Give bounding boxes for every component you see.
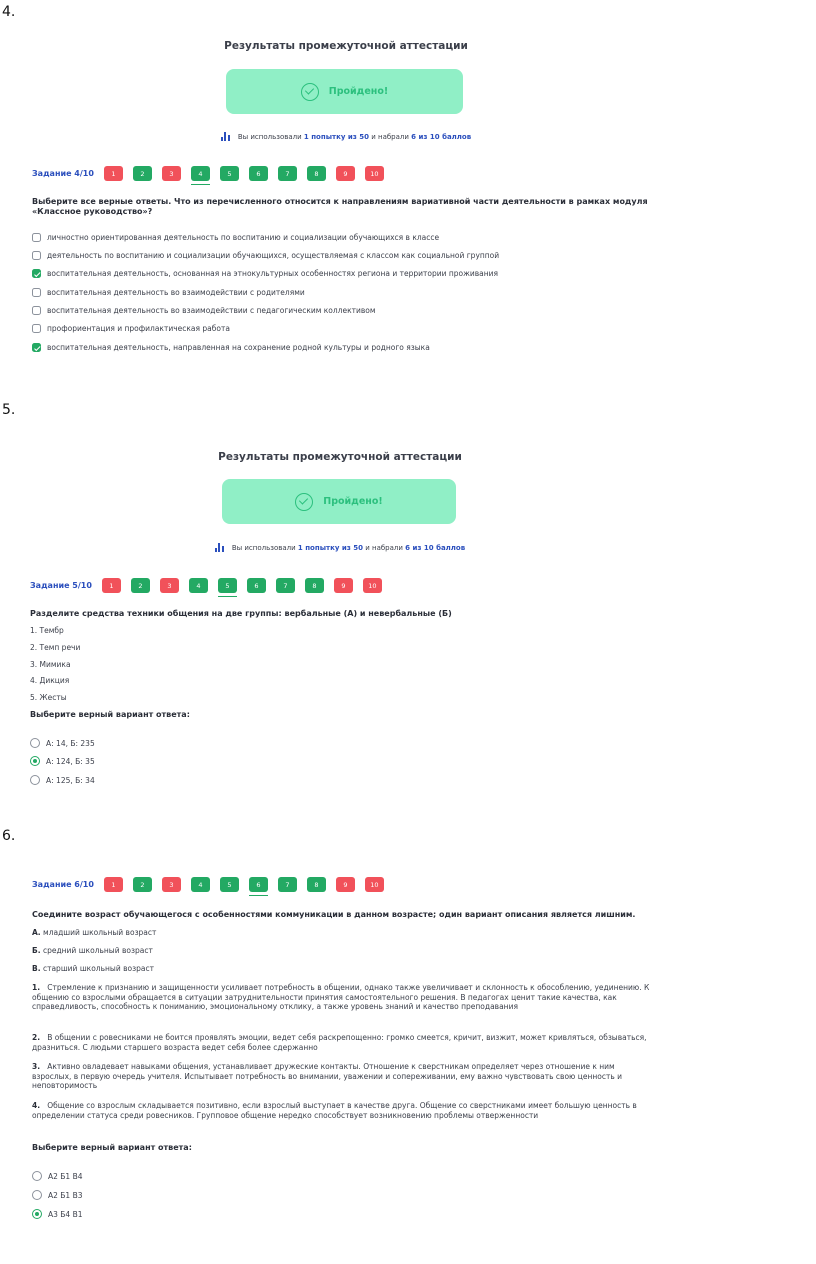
description-number: 1. [32,983,41,992]
answer-option[interactable] [30,756,95,766]
option-label: А: 125, Б: 34 [46,775,95,785]
option-label: личностно ориентированная деятельность по воспитанию и социализации обучающихся в классе [47,233,440,242]
answer-option[interactable] [32,288,305,297]
answer-option[interactable] [32,251,499,260]
passed-banner [226,69,463,114]
answer-option[interactable] [32,1209,83,1219]
answer-option[interactable] [32,306,376,315]
radio-button[interactable] [32,1171,42,1181]
radio-button[interactable] [30,738,40,748]
radio-button-selected[interactable] [32,1209,42,1219]
task-navigation [30,578,392,593]
task-nav-10[interactable]: 10 [365,166,384,181]
task-nav-5[interactable]: 5 [220,166,239,181]
age-text: младший школьный возраст [43,928,157,937]
option-label: воспитательная деятельность, основанная на этнокультурных особенностях региона и территории проживания [47,269,499,278]
task-nav-2[interactable]: 2 [133,166,152,181]
task-nav-6[interactable]: 6 [247,578,266,593]
task-nav-3[interactable]: 3 [160,578,179,593]
answer-option[interactable] [32,1171,83,1181]
page-title: Результаты промежуточной аттестации [224,40,468,52]
age-letter: Б. [32,946,41,955]
bar-chart-icon [215,543,224,552]
usage-prefix: Вы использовали [231,543,296,552]
section-number: 6. [2,828,16,844]
bar-chart-icon [221,132,230,141]
task-nav-2[interactable]: 2 [131,578,150,593]
description-number: 2. [32,1033,41,1042]
usage-summary [6,132,686,141]
section-number: 4. [2,4,16,20]
task-nav-3[interactable]: 3 [162,166,181,181]
task-navigation [32,877,394,892]
option-label: А: 14, Б: 235 [46,738,95,748]
option-label: А2 Б1 В3 [48,1190,83,1200]
checkbox[interactable] [32,251,41,260]
age-letter: В. [32,964,41,973]
age-item [32,928,156,937]
answer-option[interactable] [32,324,230,333]
checkbox[interactable] [32,324,41,333]
list-item: 3. Мимика [30,660,71,669]
age-text: старший школьный возраст [42,964,154,973]
answer-prompt: Выберите верный вариант ответа: [32,1143,192,1152]
description-text: Стремление к признанию и защищенности усиливает потребность в общении, однако также увеличивает и склонность к обособлению, уединению. К общению со взрослыми обращается в ситуации затруднительности принятия самостоятельного решения. В педагогах ценит такие качества, как справедливость, способность к пониманию, эмоциональному отклику, а также уровень знаний и качество преподавания [32,983,650,1011]
task-nav-9[interactable]: 9 [336,877,355,892]
task-nav-4[interactable]: 4 [191,877,210,892]
task-nav-9[interactable]: 9 [334,578,353,593]
usage-attempts: 1 попытку из 50 [303,132,369,141]
radio-button-selected[interactable] [30,756,40,766]
task-nav-8[interactable]: 8 [307,877,326,892]
task-nav-5[interactable]: 5 [220,877,239,892]
option-label: воспитательная деятельность, направленная на сохранение родной культуры и родного языка [47,343,430,352]
task-nav-6[interactable]: 6 [249,877,268,892]
list-item: 2. Темп речи [30,643,81,652]
option-label: А: 124, Б: 35 [46,756,95,766]
section-number: 5. [2,402,16,418]
age-text: средний школьный возраст [42,946,153,955]
checkbox[interactable] [32,233,41,242]
checkbox[interactable] [32,306,41,315]
checkbox-checked[interactable] [32,343,41,352]
question-text: Соедините возраст обучающегося с особенностями коммуникации в данном возрасте; один вариант описания является лишним. [32,910,636,919]
answer-option[interactable] [32,269,498,278]
task-nav-5[interactable]: 5 [218,578,237,593]
option-label: воспитательная деятельность во взаимодействии с родителями [47,288,305,297]
task-nav-8[interactable]: 8 [307,166,326,181]
answer-option[interactable] [32,233,439,242]
usage-score: 6 из 10 баллов [405,543,466,552]
task-nav-4[interactable]: 4 [189,578,208,593]
description-item [32,983,652,1012]
task-nav-4[interactable]: 4 [191,166,210,181]
question-text: Разделите средства техники общения на две группы: вербальные (А) и невербальные (Б) [30,609,452,618]
task-nav-2[interactable]: 2 [133,877,152,892]
task-nav-10[interactable]: 10 [363,578,382,593]
option-label: деятельность по воспитанию и социализации обучающихся, осуществляемая с классом как социальной группой [47,251,500,260]
task-nav-7[interactable]: 7 [276,578,295,593]
description-text: В общении с ровесниками не боится проявлять эмоции, ведет себя раскрепощенно: громко смеется, кричит, визжит, может кривляться, обзываться, дразниться. С людьми старшего возраста ведет себя более сдержанно [32,1033,647,1052]
description-number: 4. [32,1101,41,1110]
task-nav-1[interactable]: 1 [102,578,121,593]
usage-summary [0,543,680,552]
age-item [32,964,154,973]
task-nav-1[interactable]: 1 [104,166,123,181]
task-nav-6[interactable]: 6 [249,166,268,181]
usage-prefix: Вы использовали [237,132,302,141]
answer-option[interactable] [30,738,95,748]
task-label: Задание 5/10 [30,581,92,590]
task-nav-7[interactable]: 7 [278,877,297,892]
answer-option[interactable] [32,343,430,352]
usage-middle: и набрали [365,543,403,552]
check-circle-icon [301,83,319,101]
option-label: профориентация и профилактическая работа [47,324,230,333]
description-item [32,1101,652,1120]
description-item [32,1062,652,1091]
usage-attempts: 1 попытку из 50 [297,543,363,552]
radio-button[interactable] [32,1190,42,1200]
passed-banner [222,479,456,524]
task-label: Задание 4/10 [32,169,94,178]
checkbox[interactable] [32,288,41,297]
description-text: Общение со взрослым складывается позитивно, если взрослый выступает в качестве друга. Общение со сверстниками имеет большую ценность в определении статуса среди ровесников. Групповое общение нередко способствует возникновению проблемы отверженности [32,1101,637,1120]
answer-option[interactable] [32,1190,83,1200]
task-nav-3[interactable]: 3 [162,877,181,892]
usage-score: 6 из 10 баллов [411,132,472,141]
radio-button[interactable] [30,775,40,785]
answer-prompt: Выберите верный вариант ответа: [30,710,190,719]
option-label: А2 Б1 В4 [48,1171,83,1181]
passed-label: Пройдено! [328,86,389,97]
passed-label: Пройдено! [323,496,383,507]
description-number: 3. [32,1062,41,1071]
checkbox-checked[interactable] [32,269,41,278]
question-text: Выберите все верные ответы. Что из перечисленного относится к направлениям вариативной части деятельности в рамках модуля «Классное руководство»? [32,197,648,216]
page-title: Результаты промежуточной аттестации [218,451,462,463]
description-text: Активно овладевает навыками общения, устанавливает дружеские контакты. Отношение к сверстникам определяет через отношение к ним взрослых, в первую очередь учителя. Испытывает потребность во внимании, уважении и сопереживании, ему важно чувствовать свою ценность и неповторимость [32,1062,623,1090]
list-item: 4. Дикция [30,676,70,685]
task-nav-8[interactable]: 8 [305,578,324,593]
task-navigation [32,166,394,181]
option-label: воспитательная деятельность во взаимодействии с педагогическим коллективом [47,306,376,315]
list-item: 5. Жесты [30,693,67,702]
answer-option[interactable] [30,775,95,785]
description-item [32,1033,652,1052]
age-letter: А. [32,928,41,937]
check-circle-icon [295,493,313,511]
task-nav-10[interactable]: 10 [365,877,384,892]
option-label: А3 Б4 В1 [48,1209,83,1219]
usage-middle: и набрали [371,132,409,141]
age-item [32,946,153,955]
task-nav-9[interactable]: 9 [336,166,355,181]
task-label: Задание 6/10 [32,880,94,889]
task-nav-7[interactable]: 7 [278,166,297,181]
task-nav-1[interactable]: 1 [104,877,123,892]
list-item: 1. Тембр [30,626,64,635]
